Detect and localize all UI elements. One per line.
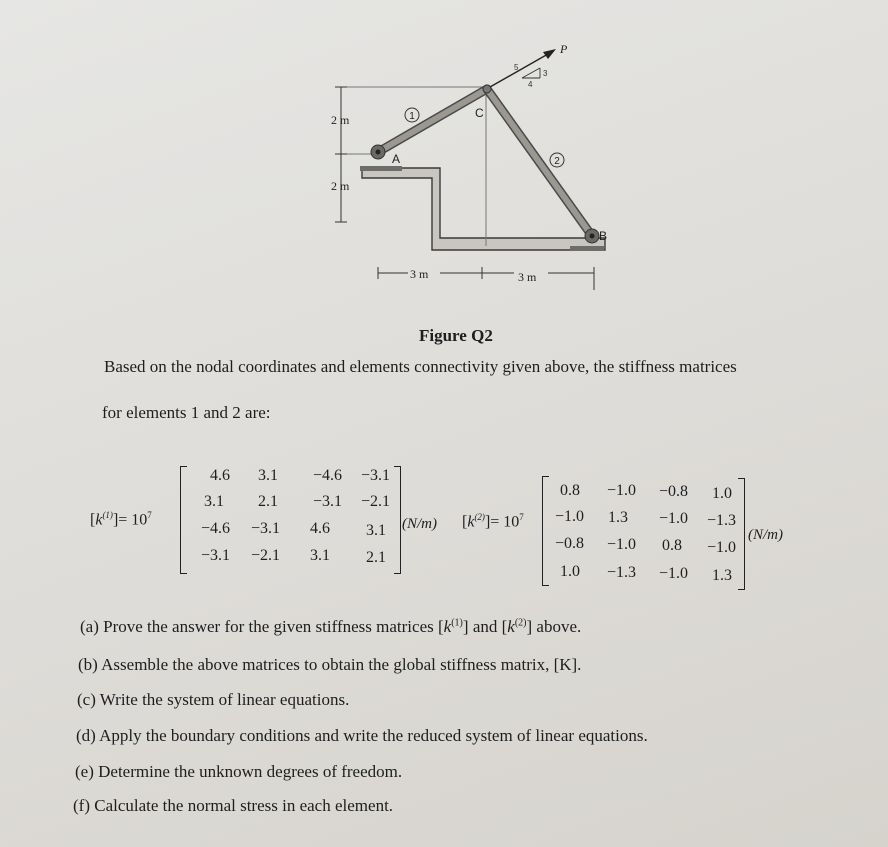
k2-cell: 0.8 (662, 537, 682, 554)
slope-4-label: 4 (528, 80, 533, 89)
k1-cell: −3.1 (312, 493, 342, 510)
k2-cell: −0.8 (554, 535, 584, 552)
k2-cell: −1.0 (706, 539, 736, 556)
load-arrow (490, 49, 556, 87)
dim-w2-label: 3 m (518, 270, 537, 284)
truss-figure (0, 0, 888, 330)
k2-cell: 1.3 (712, 567, 732, 584)
dim-h2-label: 2 m (331, 179, 350, 193)
k1-cell: −3.1 (200, 547, 230, 564)
slope-5-label: 5 (514, 63, 519, 72)
question-d: (d) Apply the boundary conditions and write the reduced system of linear equations. (76, 726, 648, 745)
k2-cell: −1.0 (606, 536, 636, 553)
k2-right-bracket (738, 478, 745, 590)
element-1-label: 1 (409, 111, 415, 122)
figure-caption: Figure Q2 (419, 326, 493, 345)
k1-cell: 3.1 (310, 547, 330, 564)
dim-w1-label: 3 m (410, 267, 429, 281)
k2-cell: −0.8 (658, 483, 688, 500)
node-b-label: B (599, 229, 608, 243)
k1-cell: −2.1 (360, 493, 390, 510)
question-f: (f) Calculate the normal stress in each element. (73, 796, 394, 815)
k1-cell: 2.1 (366, 549, 386, 566)
k2-cell: −1.0 (606, 482, 636, 499)
k2-cell: 0.8 (560, 482, 580, 499)
k1-cell: 3.1 (258, 467, 278, 484)
slope-3-label: 3 (543, 69, 548, 78)
k2-cell: −1.3 (706, 512, 736, 529)
node-c-label: C (475, 106, 484, 120)
question-b: (b) Assemble the above matrices to obtain the global stiffness matrix, [K]. (78, 655, 582, 674)
intro-line-2: for elements 1 and 2 are: (102, 403, 271, 422)
k2-cell: −1.0 (658, 510, 688, 527)
k1-cell: −4.6 (200, 520, 230, 537)
k2-cell: 1.0 (560, 563, 580, 580)
k2-cell: −1.0 (554, 508, 584, 525)
k2-cell: 1.3 (608, 509, 628, 526)
k1-cell: 2.1 (258, 493, 278, 510)
element-2-label: 2 (554, 156, 560, 167)
k1-cell: −3.1 (250, 520, 280, 537)
k1-unit: (N/m) (402, 516, 437, 532)
k2-cell: −1.3 (606, 564, 636, 581)
k1-label: $[k^{(1)}]= 10^7$ (90, 510, 152, 529)
dim-h1-label: 2 m (331, 113, 350, 127)
k1-right-bracket (394, 466, 401, 574)
question-a: (a) Prove the answer for the given stiffness matrices $[k^{(1)}]$ and $[k^{(2)}]$ above. (80, 617, 582, 636)
k1-cell: −4.6 (312, 467, 342, 484)
load-p-label: P (560, 42, 568, 56)
k1-cell: 3.1 (204, 493, 224, 510)
k2-cell: −1.0 (658, 565, 688, 582)
k2-cell: 1.0 (712, 485, 732, 502)
k1-cell: −3.1 (360, 467, 390, 484)
intro-line-1: Based on the nodal coordinates and elements connectivity given above, the stiffness matrices (104, 357, 737, 376)
node-a-label: A (392, 152, 401, 166)
question-e: (e) Determine the unknown degrees of freedom. (75, 762, 403, 781)
k1-cell: −2.1 (250, 547, 280, 564)
k2-unit: (N/m) (748, 527, 783, 543)
k2-label: $[k^{(2)}]= 10^7$ (462, 512, 524, 531)
k1-cell: 4.6 (310, 520, 330, 537)
pin-supports (371, 85, 599, 243)
question-c: (c) Write the system of linear equations. (77, 690, 350, 709)
k1-cell: 3.1 (366, 522, 386, 539)
k1-cell: 4.6 (210, 467, 230, 484)
